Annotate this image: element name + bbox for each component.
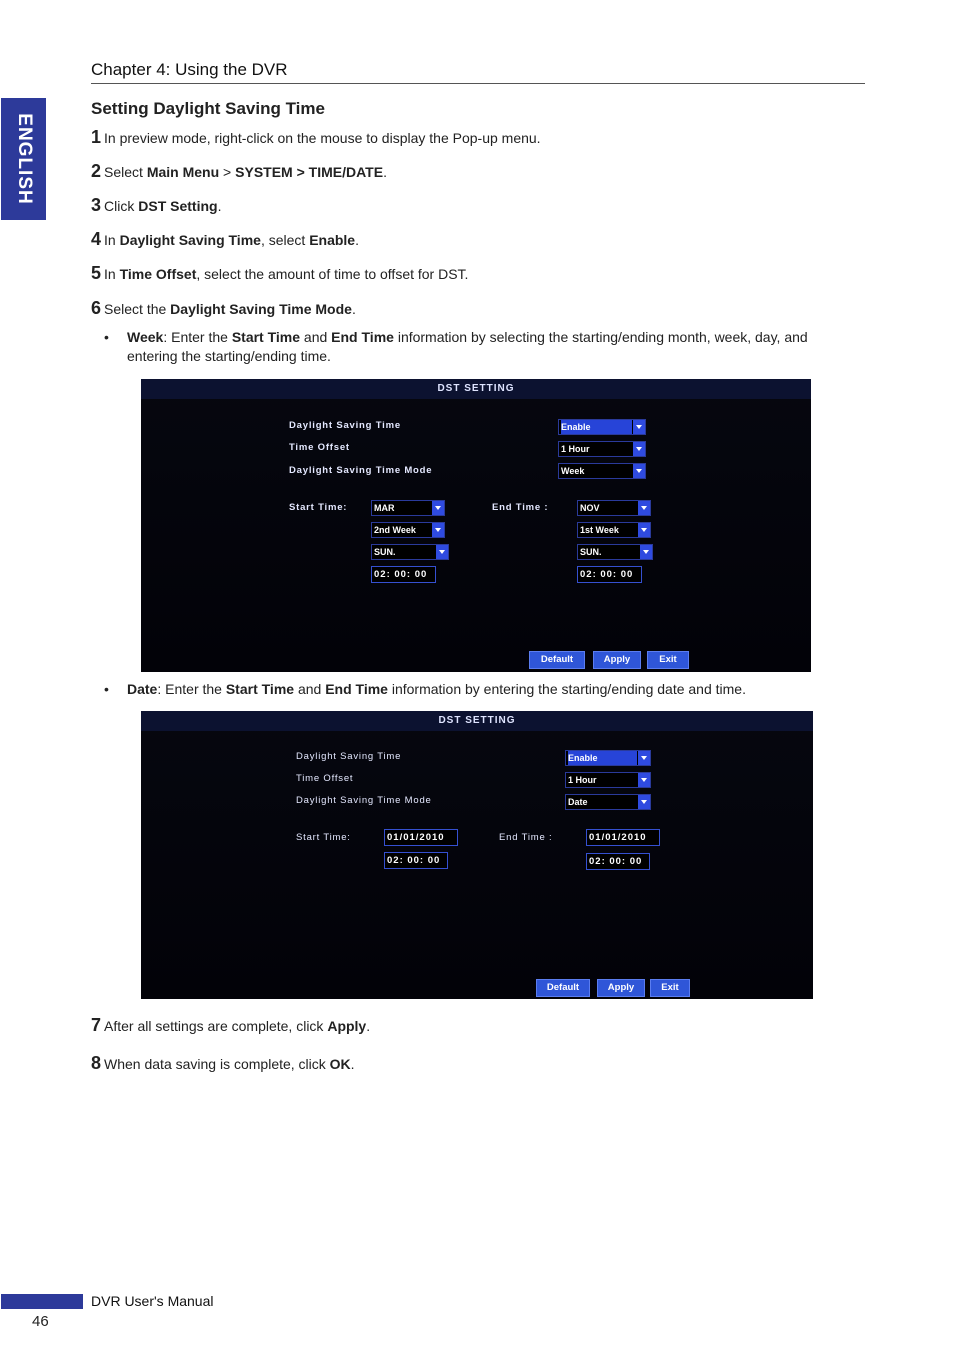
mode-dropdown[interactable]: Date [565,794,651,810]
step-1: 1 In preview mode, right-click on the mouse to display the Pop-up menu. [91,127,541,147]
step-7: 7 After all settings are complete, click Apply. [91,1015,371,1035]
end-time-input[interactable]: 02: 00: 00 [577,566,642,583]
chevron-down-icon [638,751,650,765]
chevron-down-icon [640,545,652,559]
step-4: 4 In Daylight Saving Time, select Enable. [91,229,359,249]
mode-label: Daylight Saving Time Mode [296,795,432,806]
chevron-down-icon [432,501,444,515]
start-date-input[interactable]: 01/01/2010 [384,829,458,846]
end-time-label: End Time : [492,502,549,513]
page-number: 46 [32,1313,49,1330]
default-button[interactable]: Default [529,651,585,669]
chevron-down-icon [633,420,645,434]
start-time-label: Start Time: [296,832,351,843]
chevron-down-icon [436,545,448,559]
chapter-heading: Chapter 4: Using the DVR [91,60,288,79]
language-tab [1,98,46,220]
apply-button[interactable]: Apply [597,979,645,997]
dst-dropdown[interactable]: Enable [558,419,646,435]
step-8: 8 When data saving is complete, click OK. [91,1053,355,1073]
language-tab-label: ENGLISH [13,113,35,205]
end-day-dropdown[interactable]: SUN. [577,544,653,560]
dst-dropdown[interactable]: Enable [565,750,651,766]
end-month-dropdown[interactable]: NOV [577,500,651,516]
bullet-week: • Week: Enter the Start Time and End Time information by selecting the starting/ending month, week, day, and entering the starting/ending time. [104,329,808,364]
start-time-input[interactable]: 02: 00: 00 [384,852,448,869]
mode-label: Daylight Saving Time Mode [289,465,433,476]
start-month-dropdown[interactable]: MAR [371,500,445,516]
chevron-down-icon [638,523,650,537]
end-week-dropdown[interactable]: 1st Week [577,522,651,538]
chevron-down-icon [432,523,444,537]
dst-screen-title: DST SETTING [141,379,811,399]
offset-dropdown[interactable]: 1 Hour [558,441,646,457]
footer-manual-title: DVR User's Manual [91,1293,214,1309]
chevron-down-icon [633,442,645,456]
offset-label: Time Offset [296,773,354,784]
bullet-date: • Date: Enter the Start Time and End Time information by entering the starting/ending date and time. [104,681,746,697]
chevron-down-icon [633,464,645,478]
apply-button[interactable]: Apply [593,651,641,669]
chevron-down-icon [638,795,650,809]
start-time-label: Start Time: [289,502,348,513]
start-week-dropdown[interactable]: 2nd Week [371,522,445,538]
exit-button[interactable]: Exit [647,651,689,669]
start-day-dropdown[interactable]: SUN. [371,544,449,560]
exit-button[interactable]: Exit [650,979,690,997]
step-2: 2 Select Main Menu > SYSTEM > TIME/DATE. [91,161,387,181]
chevron-down-icon [638,773,650,787]
offset-label: Time Offset [289,442,350,453]
chapter-divider [91,83,865,84]
chevron-down-icon [638,501,650,515]
step-6: 6 Select the Daylight Saving Time Mode. [91,298,356,318]
dst-label: Daylight Saving Time [289,420,401,431]
dst-setting-screen-week [141,379,811,672]
default-button[interactable]: Default [536,979,590,997]
offset-dropdown[interactable]: 1 Hour [565,772,651,788]
section-title: Setting Daylight Saving Time [91,99,325,118]
step-5: 5 In Time Offset, select the amount of time to offset for DST. [91,263,469,283]
dst-label: Daylight Saving Time [296,751,402,762]
step-3: 3 Click DST Setting. [91,195,222,215]
footer-bar [1,1294,83,1309]
end-date-input[interactable]: 01/01/2010 [586,829,660,846]
start-time-input[interactable]: 02: 00: 00 [371,566,436,583]
end-time-label: End Time : [499,832,553,843]
dst-setting-screen-date [141,711,813,999]
dst-screen-title: DST SETTING [141,711,813,731]
end-time-input[interactable]: 02: 00: 00 [586,853,650,870]
mode-dropdown[interactable]: Week [558,463,646,479]
